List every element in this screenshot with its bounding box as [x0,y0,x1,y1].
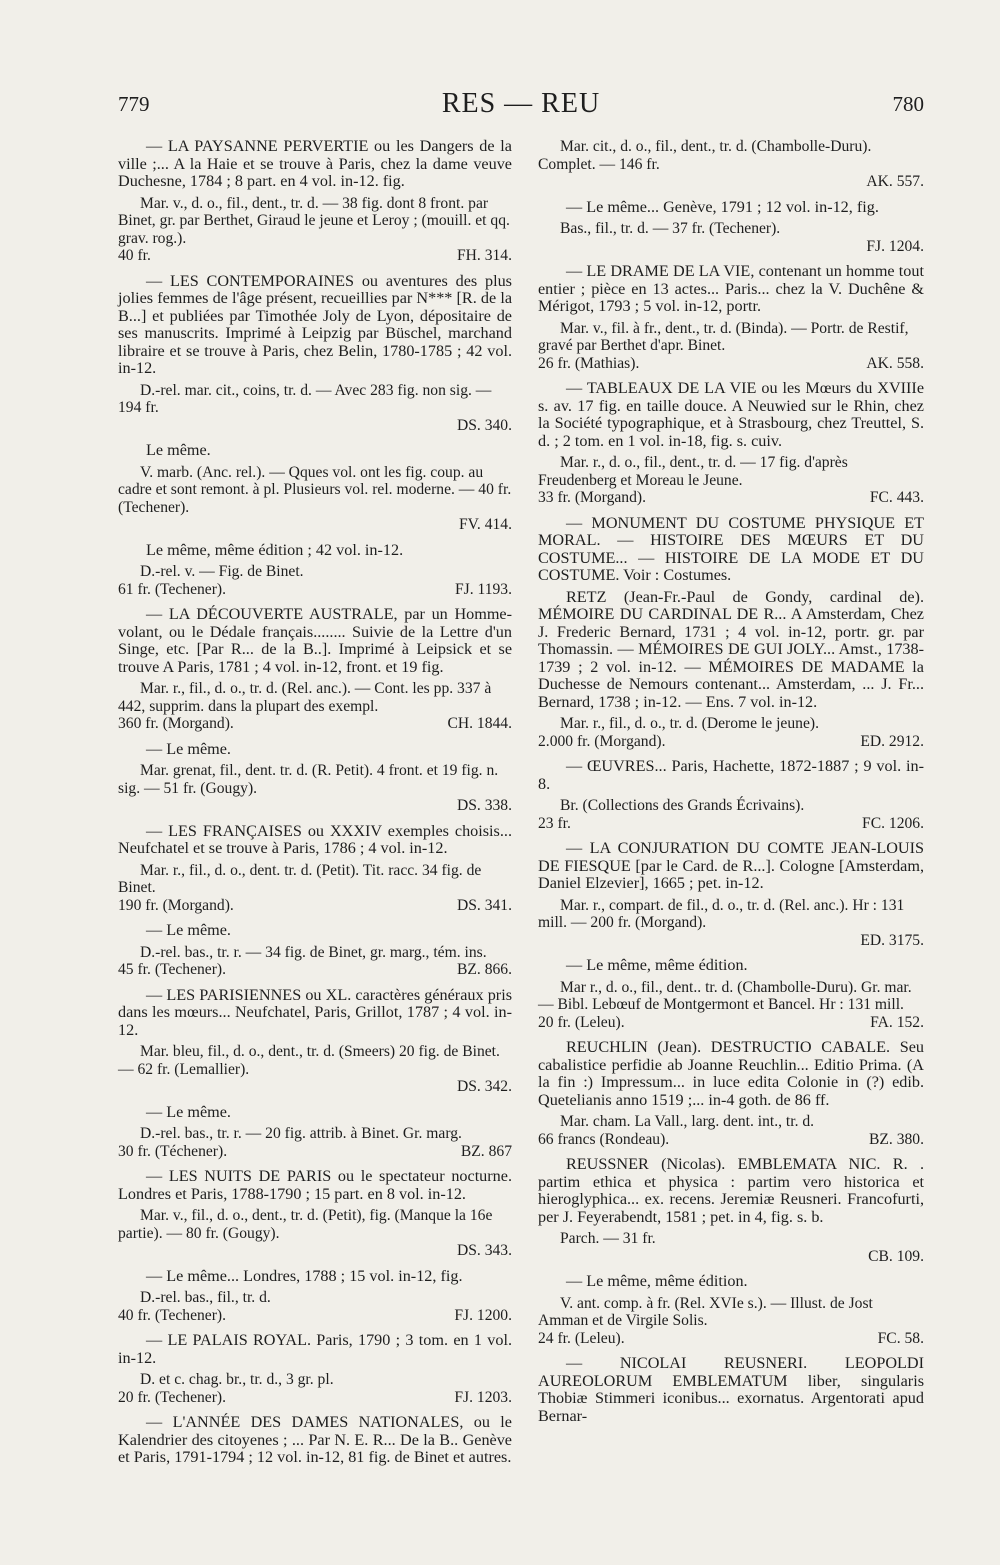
price-row [538,489,924,507]
entry-description: V. ant. comp. à fr. (Rel. XVIe s.). — Illust. de Jost Amman et de Virgile Solis. [538,1294,873,1329]
entry-description: Parch. — 31 fr. [560,1230,656,1247]
entry-description: Mar. r., compart. de fil., d. o., tr. d. (Rel. anc.). Hr : 131 mill. — 200 fr. (Morgand). [538,896,905,931]
catalog-entry: — Le même... Genève, 1791 ; 12 vol. in-12, fig. [566,197,879,216]
catalog-reference: DS. 338. [456,797,512,814]
sale-price: 40 fr. [118,247,151,264]
entry-description: Mar. v., fil., d. o., dent., tr. d. (Petit), fig. (Manque la 16e partie). — 80 fr. (Gougy). [118,1207,493,1242]
price-row [538,355,924,373]
catalog-reference: BZ. 380. [868,1130,924,1148]
catalog-entry: — MONUMENT DU COSTUME PHYSIQUE ET MORAL. — HISTOIRE DES MŒURS ET DU COSTUME... — HISTOIRE DE LA MODE ET DU COSTUME. Voir : Costumes. [538,513,924,584]
entry-description: D.-rel. v. — Fig. de Binet. [140,563,304,580]
price-row [118,1078,512,1096]
catalog-reference: FJ. 1204. [866,237,924,255]
sale-price: 30 fr. (Téchener). [118,1142,228,1160]
price-row [538,815,924,833]
entry-description: Mar. r., fil., d. o., tr. d. (Rel. anc.). — Cont. les pp. 337 à 442, supprim. dans la plupart des exempl. [118,680,492,715]
right-column [538,138,924,1429]
catalog-reference: FH. 314. [456,247,512,264]
catalog-reference: FA. 152. [870,1013,924,1031]
catalog-reference: BZ. 866. [456,961,512,978]
price-row [538,1330,924,1348]
catalog-reference: FC. 443. [869,489,924,506]
catalog-reference: AK. 558. [866,354,924,372]
price-row [538,932,924,950]
price-row [538,733,924,751]
price-row [118,247,512,265]
catalog-reference: BZ. 867 [460,1142,512,1160]
catalog-entry: — LE DRAME DE LA VIE, contenant un homme tout entier ; pièce en 13 actes... Paris... chez la V. Duchêne & Mérigot, 1793 ; 5 vol. in-12, portr. [538,262,924,315]
entry-description: Mar. bleu, fil., d. o., dent., tr. d. (Smeers) 20 fig. de Binet. — 62 fr. (Lemallier). [118,1043,500,1078]
catalog-reference: FV. 414. [458,516,512,533]
sale-price: 61 fr. (Techener). [118,580,227,598]
page-number-left: 779 [118,92,150,116]
entry-description: Mar. cit., d. o., fil., dent., tr. d. (Chambolle-Duru). Complet. — 146 fr. [538,138,872,173]
catalog-entry: — Le même. [146,1102,231,1121]
price-row [118,417,512,435]
price-row [538,173,924,191]
entry-description: Br. (Collections des Grands Écrivains). [560,797,805,814]
sale-price: 24 fr. (Leleu). [538,1329,625,1347]
catalog-entry: — LES NUITS DE PARIS ou le spectateur nocturne. Londres et Paris, 1788-1790 ; 15 part. en 8 vol. in-12. [118,1167,512,1203]
entry-description: Mar. r., d. o., fil., dent., tr. d. — 17 fig. d'après Freudenberg et Moreau le Jeune. [538,454,848,489]
price-row [118,715,512,733]
sale-price: 45 fr. (Techener). [118,961,227,978]
catalog-entry: — TABLEAUX DE LA VIE ou les Mœurs du XVIIIe s. av. 17 fig. en taille douce. A Neuwied sur le Rhin, chez la Société typographique, et à Strasbourg, chez Treuttel, S. d. ; 2 tom. en 1 vol. in-18, fig. s. cuiv. [538,379,924,450]
catalog-reference: FJ. 1200. [454,1306,512,1324]
running-head: RES — REU [441,88,601,119]
catalog-reference: DS. 342. [456,1078,512,1095]
price-row [538,1248,924,1266]
sale-price: 20 fr. (Leleu). [538,1013,625,1031]
price-row [538,1014,924,1032]
catalog-reference: FC. 58. [877,1329,924,1347]
sale-price: 2.000 fr. (Morgand). [538,732,666,750]
page-header [118,88,924,128]
catalog-entry: — ŒUVRES... Paris, Hachette, 1872-1887 ; 9 vol. in-8. [538,757,924,793]
price-row [118,1389,512,1407]
sale-price: 40 fr. (Techener). [118,1306,227,1324]
catalog-entry: — Le même. [146,739,231,758]
entry-description: Mar. v., d. o., fil., dent., tr. d. — 38 fig. dont 8 front. par Binet, gr. par Berthet, Giraud le jeune et Leroy ; (mouill. et qq. grav. rog.). [118,194,510,247]
sale-price: 20 fr. (Techener). [118,1388,227,1406]
catalog-reference: ED. 2912. [860,732,924,750]
price-row [118,516,512,534]
price-row [538,238,924,256]
catalog-entry: — L'ANNÉE DES DAMES NATIONALES, ou le Kalendrier des citoyenes ; ... Par N. E. R... De la B.. Genève et Paris, 1791-1794 ; 12 vol. in-12, 81 fig. de Binet et autres. [118,1413,512,1466]
entry-description: Mar r., d. o., fil., dent.. tr. d. (Chambolle-Duru). Gr. mar. — Bibl. Lebœuf de Montgermont et Bancel. Hr : 131 mill. [538,978,912,1013]
catalog-entry: — LE PALAIS ROYAL. Paris, 1790 ; 3 tom. en 1 vol. in-12. [118,1331,512,1367]
catalog-entry: — LA PAYSANNE PERVERTIE ou les Dangers de la ville ;... A la Haie et se trouve à Paris, chez la dame veuve Duchesne, 1784 ; 8 part. en 4 vol. in-12. fig. [118,137,512,190]
sale-price: 23 fr. [538,814,571,832]
price-row [118,897,512,915]
catalog-reference: ED. 3175. [860,931,924,949]
entry-description: Mar. v., fil. à fr., dent., tr. d. (Binda). — Portr. de Restif, gravé par Berthet d'apr. Binet. [538,319,909,354]
entry-description: D.-rel. mar. cit., coins, tr. d. — Avec 283 fig. non sig. — 194 fr. [118,381,492,416]
price-row [118,1242,512,1260]
catalog-entry: REUSSNER (Nicolas). EMBLEMATA NIC. R. . partim ethica et physica : partim vero historica et hieroglyphica... ex. recens. Jeremiæ Reusneri. Francofurti, per J. Feyerabendt, 1581 ; pet. in 4, fig. s. b. [538,1155,924,1226]
entry-description: Mar. cham. La Vall., larg. dent. int., tr. d. [560,1113,815,1130]
entry-description: V. marb. (Anc. rel.). — Qques vol. ont les fig. coup. au cadre et sont remont. à pl. Plusieurs vol. rel. moderne. — 40 fr. (Techener). [118,463,512,516]
catalog-entry: REUCHLIN (Jean). DESTRUCTIO CABALE. Seu cabalistice perfidie ab Joanne Reuchlin... Editio Prima. (A la fin :) Impressum... in luce edita Colonie in (?) edib. Quetelianis anno 1519 ;... in-4 goth. de 86 ff. [538,1038,924,1109]
entry-description: Mar. r., fil., d. o., dent. tr. d. (Petit). Tit. racc. 34 fig. de Binet. [118,861,482,896]
catalog-reference: FJ. 1203. [454,1388,512,1406]
catalog-reference: FJ. 1193. [454,580,512,598]
price-row [118,581,512,599]
catalog-entry: — NICOLAI REUSNERI. LEOPOLDI AUREOLORUM EMBLEMATUM liber, singularis Thobiæ Stimmeri iconibus... exornatus. Argentorati apud Bernar- [538,1354,924,1425]
catalog-entry: — LES FRANÇAISES ou XXXIV exemples choisis... Neufchatel et se trouve à Paris, 1786 ; 4 vol. in-12. [118,821,512,857]
catalog-reference: CH. 1844. [447,715,512,732]
catalog-entry: — LES CONTEMPORAINES ou aventures des plus jolies femmes de l'âge présent, recueillies par N*** [R. de la B...] et publiées par Timothée Joly de Lyon, dépositaire de ses manuscrits. Imprimé à Leipzig par Büschel, marchand libraire et se trouve à Paris, chez Belin, 1780-1785 ; 42 vol. in-12. [118,271,512,377]
catalog-reference: FC. 1206. [862,814,924,832]
left-column [118,138,512,1471]
catalog-reference: AK. 557. [866,173,924,190]
price-row [118,961,512,979]
catalog-entry: — Le même, même édition. [566,1272,748,1290]
entry-description: Mar. grenat, fil., dent. tr. d. (R. Petit). 4 front. et 19 fig. n. sig. — 51 fr. (Gougy). [118,762,499,797]
catalog-entry: — LES PARISIENNES ou XL. caractères généraux pris dans les mœurs... Neufchatel, Paris, Grillot, 1787 ; 4 vol. in-12. [118,985,512,1039]
catalog-entry: Le même. [146,441,211,459]
catalog-entry: Le même, même édition ; 42 vol. in-12. [146,540,404,559]
sale-price: 66 francs (Rondeau). [538,1130,670,1148]
price-row [118,1307,512,1325]
sale-price: 33 fr. (Morgand). [538,489,646,506]
price-row [118,1143,512,1161]
sale-price: 190 fr. (Morgand). [118,896,234,914]
catalog-reference: CB. 109. [868,1247,924,1265]
entry-description: Mar. r., fil., d. o., tr. d. (Derome le jeune). [560,715,819,732]
catalog-reference: DS. 340. [456,416,512,434]
catalog-entry: — Le même, même édition. [566,956,748,974]
price-row [118,797,512,815]
catalog-entry: — Le même. [146,921,231,939]
catalog-entry: — Le même... Londres, 1788 ; 15 vol. in-12, fig. [146,1266,463,1285]
sale-price: 360 fr. (Morgand). [118,715,234,732]
entry-description: D.-rel. bas., fil., tr. d. [140,1289,271,1306]
entry-description: D.-rel. bas., tr. r. — 20 fig. attrib. à Binet. Gr. marg. [140,1125,462,1142]
entry-description: D.-rel. bas., tr. r. — 34 fig. de Binet, gr. marg., tém. ins. [140,943,487,961]
catalog-entry: RETZ (Jean-Fr.-Paul de Gondy, cardinal de). MÉMOIRE DU CARDINAL DE R... A Amsterdam, Chez J. Frederic Bernard, 1731 ; 4 vol. in-12, portr. gr. par Thomassin. — MÉMOIRES DE GUI JOLY... Amst., 1738-1739 ; 2 vol. in-12. — MÉMOIRES DE MADAME la Duchesse de Nemours contenant... Amsterdam, ... J. Fr... Bernard, 1738 ; in-12. — Ens. 7 vol. in-12. [538,587,924,711]
catalog-entry: — LA DÉCOUVERTE AUSTRALE, par un Homme-volant, ou le Dédale français........ Suivie de la Lettre d'un Singe, etc. [Par R... de la B..]. Imprimé à Leipsick et se trouve A Paris, 1781 ; 4 vol. in-12, front. et 19 fig. [118,605,512,676]
catalog-reference: DS. 343. [456,1242,512,1259]
catalog-entry: — LA CONJURATION DU COMTE JEAN-LOUIS DE FIESQUE [par le Card. de R...]. Cologne [Amsterdam, Daniel Elzevier], 1665 ; pet. in-12. [538,839,924,892]
page-number-right: 780 [892,92,924,116]
entry-description: Bas., fil., tr. d. — 37 fr. (Techener). [560,220,781,237]
catalog-reference: DS. 341. [456,896,512,914]
sale-price: 26 fr. (Mathias). [538,354,640,372]
price-row [538,1131,924,1149]
entry-description: D. et c. chag. br., tr. d., 3 gr. pl. [140,1371,334,1388]
